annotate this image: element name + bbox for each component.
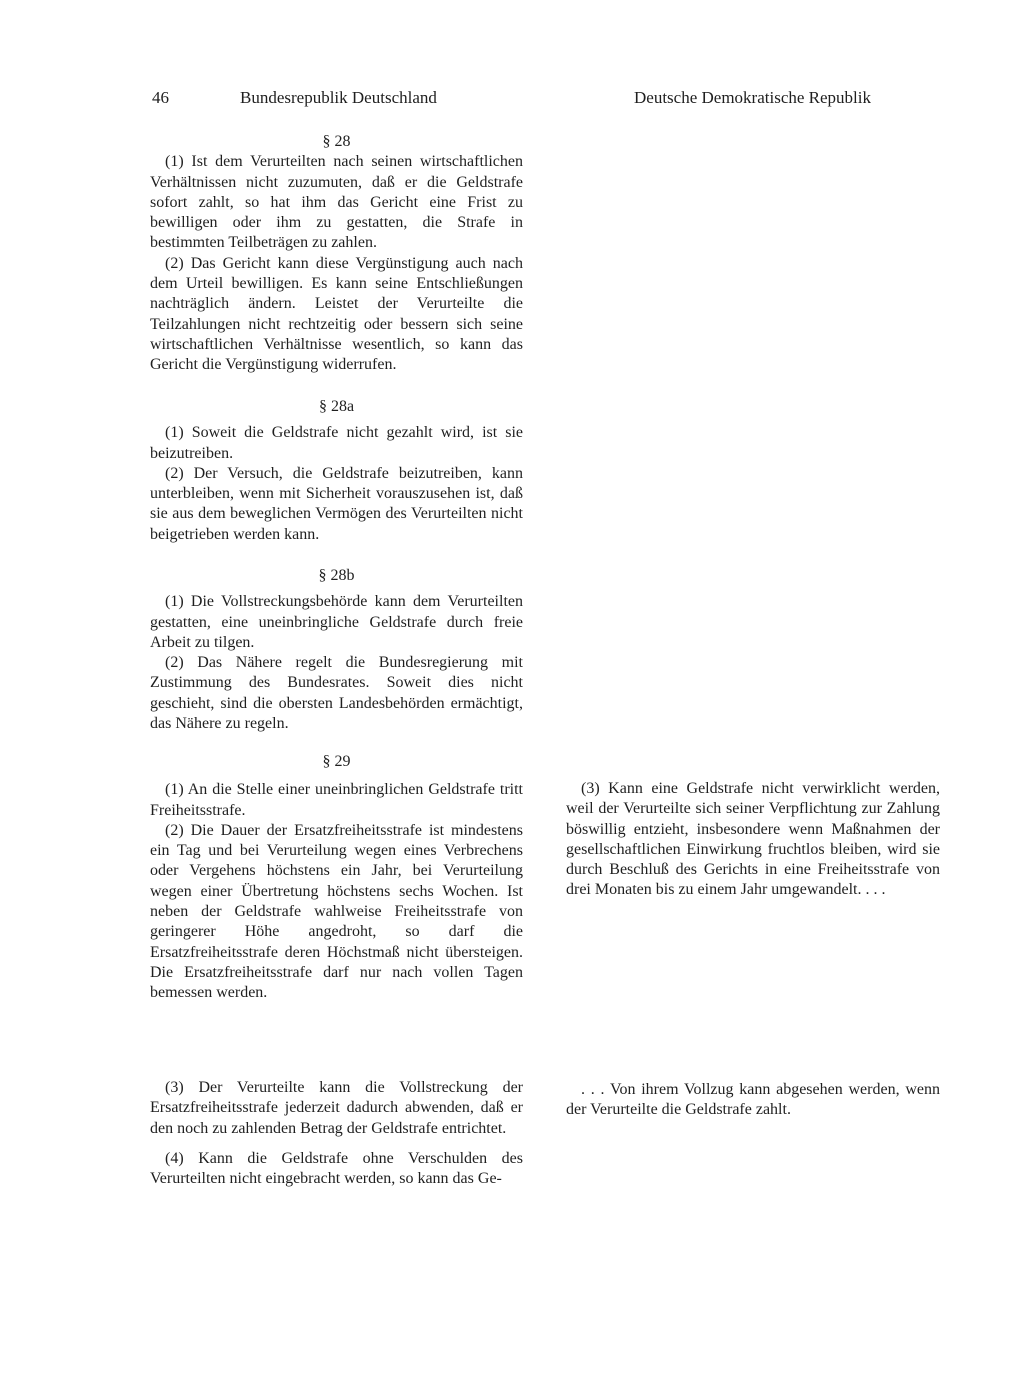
ddr-paragraph-3-continued — [566, 1080, 940, 1121]
paragraph: (4) Kann die Geldstrafe ohne Verschulden des Verurteilten nicht eingebracht werden, so kann das Ge- — [150, 1149, 523, 1188]
section-heading: § 28a — [318, 398, 355, 415]
running-header-left: Bundesrepublik Deutschland — [240, 88, 437, 107]
paragraph: (3) Der Verurteilte kann die Vollstreckung der Ersatzfreiheitsstrafe jederzeit dadurch abwenden, daß er den noch zu zahlenden Betrag der Geldstrafe entrichtet. — [150, 1079, 523, 1137]
paragraph: (1) An die Stelle einer uneinbringlichen Geldstrafe tritt Freiheitsstrafe. — [150, 781, 523, 819]
paragraph: (2) Der Versuch, die Geldstrafe beizutreiben, kann unterbleiben, wenn mit Sicherheit vorauszusehen ist, daß sie aus dem beweglichen Vermögen des Verurteilten nicht beigetrieben werden kann. — [150, 464, 523, 543]
section-28a — [150, 397, 523, 545]
section-29-continued — [150, 1078, 523, 1189]
paragraph: . . . Von ihrem Vollzug kann abgesehen werden, wenn der Verurteilte die Geldstrafe zahlt. — [566, 1081, 940, 1119]
paragraph: (2) Die Dauer der Ersatzfreiheitsstrafe ist mindestens ein Tag und bei Verurteilung wegen eines Verbrechens oder Vergehens höchstens ein Jahr, bei Verurteilung wegen einer Übertretung höchstens sechs Wochen. Ist neben der Geldstrafe wahlweise Freiheitsstrafe von geringerer Höhe angedroht, so darf die Ersatzfreiheitsstrafe deren Höchstmaß nicht übersteigen. Die Ersatzfreiheitsstrafe darf nur nach vollen Tagen bemessen werden. — [150, 821, 523, 1002]
paragraph: (1) Ist dem Verurteilten nach seinen wirtschaftlichen Verhältnissen nicht zuzumuten, daß er die Geldstrafe sofort zahlt, so hat ihm das Gericht eine Frist zu bewilligen oder ihm zu gestatten, die Strafe in bestimmten Teilbeträgen zu zahlen. — [150, 153, 523, 252]
section-28b — [150, 566, 523, 734]
paragraph: (1) Soweit die Geldstrafe nicht gezahlt wird, ist sie beizutreiben. — [150, 424, 523, 462]
section-29 — [150, 752, 523, 1004]
paragraph: (3) Kann eine Geldstrafe nicht verwirklicht werden, weil der Verurteilte sich seiner Verpflichtung zur Zahlung böswillig entzieht, insbesondere wenn Maßnahmen der gesellschaftlichen Einwirkung fruchtlos bleiben, wird sie durch Beschluß des Gerichts in eine Freiheitsstrafe von drei Monaten bis zu einem Jahr umgewandelt. . . . — [566, 780, 940, 899]
section-heading: § 28b — [318, 567, 355, 584]
paragraph: (1) Die Vollstreckungsbehörde kann dem Verurteilten gestatten, eine uneinbringliche Geldstrafe durch freie Arbeit zu tilgen. — [150, 593, 523, 651]
paragraph: (2) Das Nähere regelt die Bundesregierung mit Zustimmung des Bundesrates. Soweit dies nicht geschieht, sind die obersten Landesbehörden ermächtigt, das Nähere zu regeln. — [150, 654, 523, 733]
section-heading: § 28 — [322, 133, 351, 150]
page-number: 46 — [152, 88, 169, 107]
running-header-right: Deutsche Demokratische Republik — [634, 88, 871, 107]
section-28 — [150, 132, 523, 376]
section-heading: § 29 — [322, 753, 351, 770]
paragraph: (2) Das Gericht kann diese Vergünstigung auch nach dem Urteil bewilligen. Es kann seine Entschließungen nachträglich ändern. Leistet der Verurteilte die Teilzahlungen nicht rechtzeitig oder bessern sich seine wirtschaftlichen Verhältnisse wesentlich, so kann das Gericht die Vergünstigung widerrufen. — [150, 254, 523, 374]
ddr-paragraph-3 — [566, 779, 940, 901]
